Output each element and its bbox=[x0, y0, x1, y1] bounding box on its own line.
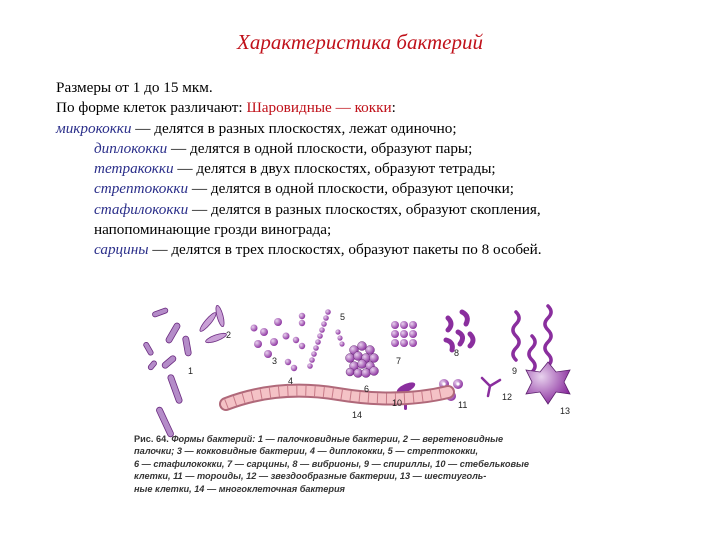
streptococci-line: стрептококки — делятся в одной плоскости, образуют цепочки; bbox=[94, 180, 514, 198]
body-text bbox=[56, 78, 696, 261]
streptococci-drawing bbox=[307, 309, 344, 369]
hexagonal-cells-drawing bbox=[526, 362, 570, 404]
diplococci-line: диплококки — делятся в одной плоскости, образуют пары; bbox=[94, 139, 473, 157]
grapes-line: напопоминающие грозди винограда; bbox=[94, 221, 332, 239]
caption-line: Рис. 64. Формы бактерий: 1 — палочковидные бактерии, 2 — веретеновидные bbox=[134, 434, 504, 444]
caption-line: 6 — стафилококки, 7 — сарцины, 8 — вибрионы, 9 — спириллы, 10 — стебельковые bbox=[134, 458, 529, 469]
label-13: 13 bbox=[560, 406, 571, 416]
star-bacteria-drawing bbox=[482, 378, 500, 396]
caption-line: палочки; 3 — кокковидные бактерии, 4 — диплококки, 5 — стрептококки, bbox=[134, 446, 479, 457]
spirilla-drawing bbox=[513, 306, 551, 372]
sarcina-drawing bbox=[390, 320, 422, 352]
shape-line: По форме клеток различают: Шаровидные — кокки: bbox=[56, 99, 396, 117]
label-3: 3 bbox=[272, 356, 278, 366]
rod-bacteria-drawing bbox=[143, 307, 192, 437]
label-14: 14 bbox=[352, 410, 363, 420]
label-7: 7 bbox=[396, 356, 402, 366]
label-12: 12 bbox=[502, 392, 513, 402]
caption-label: Рис. 64. bbox=[134, 434, 169, 444]
multicellular-bacterium-drawing bbox=[226, 391, 448, 404]
caption-line: клетки, 11 — тороиды, 12 — звездообразные бактерии, 13 — шестиуголь- bbox=[134, 471, 487, 482]
label-10: 10 bbox=[392, 398, 403, 408]
staphylococci-drawing bbox=[346, 342, 379, 378]
label-4: 4 bbox=[288, 376, 294, 386]
label-2: 2 bbox=[226, 330, 232, 340]
label-11: 11 bbox=[458, 400, 468, 410]
vibrio-drawing bbox=[446, 312, 473, 350]
fusiform-rods-drawing bbox=[198, 305, 227, 345]
diplococci-drawing bbox=[285, 313, 305, 371]
cocci-drawing bbox=[251, 318, 290, 358]
slide-title: Характеристика бактерий bbox=[237, 30, 483, 54]
tetracocci-line: тетракокки — делятся в двух плоскостях, образуют тетрады; bbox=[94, 160, 496, 178]
label-5: 5 bbox=[340, 312, 346, 322]
micrococci-line: микрококки — делятся в разных плоскостях, лежат одиночно; bbox=[56, 119, 457, 137]
size-line: Размеры от 1 до 15 мкм. bbox=[56, 79, 213, 96]
staphylococci-line: стафилококки — делятся в разных плоскостях, образуют скопления, bbox=[94, 200, 541, 218]
label-1: 1 bbox=[188, 366, 194, 376]
cocci-highlight: Шаровидные — кокки bbox=[246, 99, 392, 117]
label-9: 9 bbox=[512, 366, 518, 376]
sarcina-line: сарцины — делятся в трех плоскостях, образуют пакеты по 8 особей. bbox=[94, 241, 542, 259]
figure-caption bbox=[134, 433, 574, 495]
caption-line: ные клетки, 14 — многоклеточная бактерия bbox=[134, 483, 345, 494]
label-6: 6 bbox=[364, 384, 370, 394]
label-8: 8 bbox=[454, 348, 460, 358]
